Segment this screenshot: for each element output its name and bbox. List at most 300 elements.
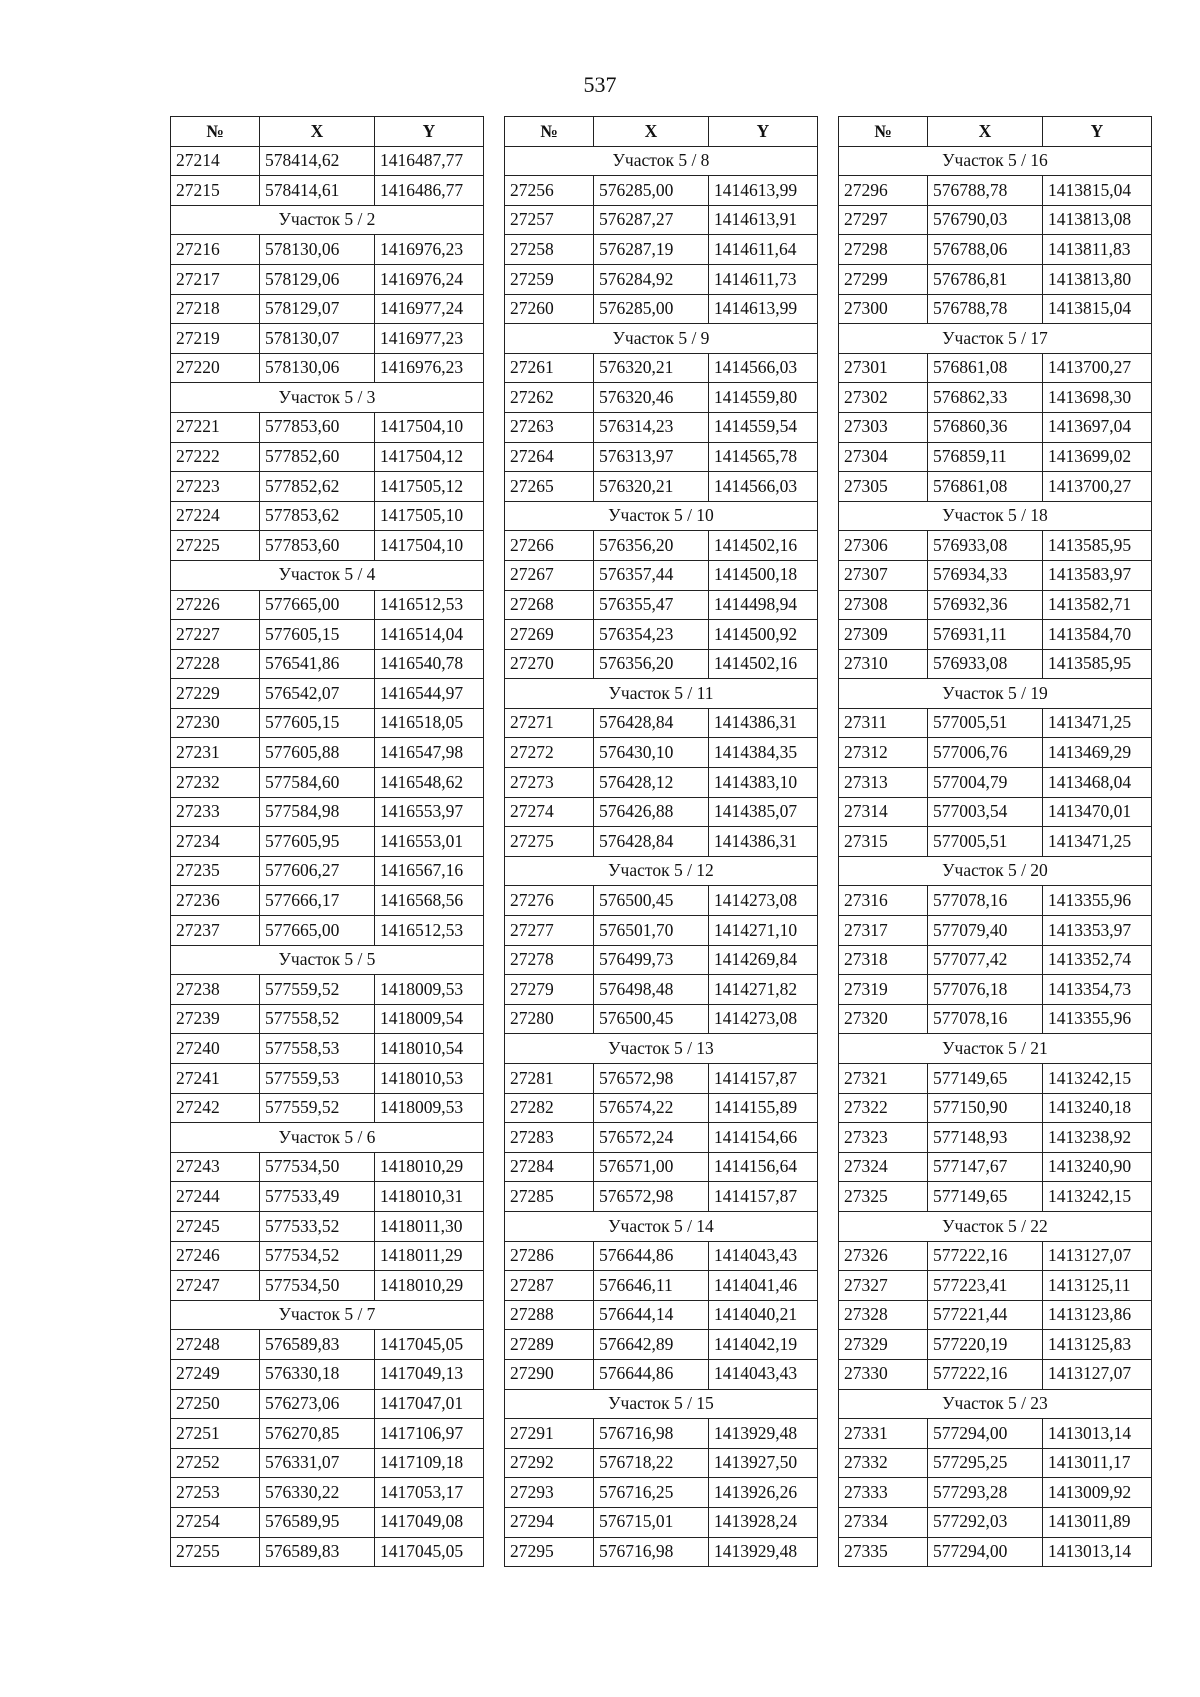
y-coordinate-cell: 1413125,11 [1043,1271,1152,1301]
y-coordinate-cell: 1416976,23 [375,353,484,383]
y-coordinate-cell: 1416512,53 [375,590,484,620]
table-row [839,1359,1152,1389]
column-header-x: X [928,117,1043,147]
y-coordinate-cell: 1417109,18 [375,1448,484,1478]
point-number-cell: 27260 [505,294,594,324]
point-number-cell: 27264 [505,442,594,472]
y-coordinate-cell: 1416487,77 [375,146,484,176]
table-row [171,324,484,354]
point-number-cell: 27284 [505,1152,594,1182]
column-header-x: X [260,117,375,147]
x-coordinate-cell: 577605,88 [260,738,375,768]
table-row [505,1537,818,1567]
x-coordinate-cell: 577606,27 [260,856,375,886]
y-coordinate-cell: 1414273,08 [709,886,818,916]
x-coordinate-cell: 577079,40 [928,916,1043,946]
x-coordinate-cell: 576330,18 [260,1359,375,1389]
table-body [839,146,1152,1567]
section-row [505,146,818,176]
x-coordinate-cell: 576314,23 [594,412,709,442]
y-coordinate-cell: 1413127,07 [1043,1359,1152,1389]
table-row [839,916,1152,946]
table-row [505,1123,818,1153]
section-row [505,1389,818,1419]
point-number-cell: 27253 [171,1478,260,1508]
x-coordinate-cell: 577293,28 [928,1478,1043,1508]
table-row [839,1448,1152,1478]
table-row [839,294,1152,324]
point-number-cell: 27300 [839,294,928,324]
table-row [505,1271,818,1301]
table-row [839,442,1152,472]
x-coordinate-cell: 576500,45 [594,886,709,916]
point-number-cell: 27306 [839,531,928,561]
point-number-cell: 27289 [505,1330,594,1360]
column-header-number: № [839,117,928,147]
x-coordinate-cell: 576287,27 [594,205,709,235]
point-number-cell: 27319 [839,975,928,1005]
table-row [505,294,818,324]
point-number-cell: 27262 [505,383,594,413]
table-row [171,531,484,561]
table-row [171,1330,484,1360]
column-header-x: X [594,117,709,147]
table-row [839,383,1152,413]
y-coordinate-cell: 1416976,24 [375,264,484,294]
section-row [171,945,484,975]
point-number-cell: 27316 [839,886,928,916]
table-row [171,1004,484,1034]
x-coordinate-cell: 576285,00 [594,176,709,206]
table-row [505,1330,818,1360]
x-coordinate-cell: 577149,65 [928,1182,1043,1212]
section-title: Участок 5 / 17 [839,324,1152,354]
y-coordinate-cell: 1418009,54 [375,1004,484,1034]
section-title: Участок 5 / 8 [505,146,818,176]
table-row [505,442,818,472]
x-coordinate-cell: 576861,08 [928,472,1043,502]
table-row [839,1064,1152,1094]
x-coordinate-cell: 576273,06 [260,1389,375,1419]
section-row [505,679,818,709]
point-number-cell: 27283 [505,1123,594,1153]
point-number-cell: 27322 [839,1093,928,1123]
point-number-cell: 27240 [171,1034,260,1064]
x-coordinate-cell: 576356,20 [594,531,709,561]
point-number-cell: 27290 [505,1359,594,1389]
x-coordinate-cell: 576715,01 [594,1507,709,1537]
x-coordinate-cell: 577605,15 [260,620,375,650]
table-row [171,442,484,472]
x-coordinate-cell: 576355,47 [594,590,709,620]
point-number-cell: 27281 [505,1064,594,1094]
point-number-cell: 27248 [171,1330,260,1360]
table-row [171,1152,484,1182]
point-number-cell: 27292 [505,1448,594,1478]
point-number-cell: 27250 [171,1389,260,1419]
x-coordinate-cell: 577294,00 [928,1419,1043,1449]
x-coordinate-cell: 577534,52 [260,1241,375,1271]
point-number-cell: 27311 [839,708,928,738]
x-coordinate-cell: 577852,60 [260,442,375,472]
y-coordinate-cell: 1413009,92 [1043,1478,1152,1508]
table-row [171,886,484,916]
section-row [839,679,1152,709]
y-coordinate-cell: 1413353,97 [1043,916,1152,946]
x-coordinate-cell: 577005,51 [928,708,1043,738]
table-row [505,1093,818,1123]
table-row [171,501,484,531]
x-coordinate-cell: 577584,60 [260,768,375,798]
table-row [839,738,1152,768]
y-coordinate-cell: 1414154,66 [709,1123,818,1153]
y-coordinate-cell: 1416540,78 [375,649,484,679]
x-coordinate-cell: 577584,98 [260,797,375,827]
point-number-cell: 27272 [505,738,594,768]
point-number-cell: 27296 [839,176,928,206]
section-row [839,1034,1152,1064]
column-header-y: Y [375,117,484,147]
section-row [505,1034,818,1064]
y-coordinate-cell: 1414500,92 [709,620,818,650]
x-coordinate-cell: 576790,03 [928,205,1043,235]
column-header-number: № [505,117,594,147]
y-coordinate-cell: 1413815,04 [1043,176,1152,206]
table-row [839,649,1152,679]
point-number-cell: 27256 [505,176,594,206]
section-title: Участок 5 / 18 [839,501,1152,531]
y-coordinate-cell: 1413583,97 [1043,560,1152,590]
x-coordinate-cell: 576589,83 [260,1537,375,1567]
column-header-y: Y [1043,117,1152,147]
y-coordinate-cell: 1417053,17 [375,1478,484,1508]
table-row [171,679,484,709]
y-coordinate-cell: 1413354,73 [1043,975,1152,1005]
point-number-cell: 27233 [171,797,260,827]
table-row [839,1478,1152,1508]
x-coordinate-cell: 576501,70 [594,916,709,946]
y-coordinate-cell: 1416567,16 [375,856,484,886]
x-coordinate-cell: 577853,60 [260,412,375,442]
y-coordinate-cell: 1413240,18 [1043,1093,1152,1123]
y-coordinate-cell: 1413697,04 [1043,412,1152,442]
y-coordinate-cell: 1414613,99 [709,294,818,324]
x-coordinate-cell: 577292,03 [928,1507,1043,1537]
x-coordinate-cell: 576356,20 [594,649,709,679]
y-coordinate-cell: 1413698,30 [1043,383,1152,413]
y-coordinate-cell: 1413584,70 [1043,620,1152,650]
section-row [171,560,484,590]
point-number-cell: 27270 [505,649,594,679]
point-number-cell: 27299 [839,264,928,294]
table-row [839,590,1152,620]
y-coordinate-cell: 1418010,29 [375,1152,484,1182]
y-coordinate-cell: 1417504,10 [375,412,484,442]
x-coordinate-cell: 576931,11 [928,620,1043,650]
y-coordinate-cell: 1414383,10 [709,768,818,798]
table-row [171,797,484,827]
y-coordinate-cell: 1413700,27 [1043,353,1152,383]
y-coordinate-cell: 1416976,23 [375,235,484,265]
x-coordinate-cell: 576313,97 [594,442,709,472]
x-coordinate-cell: 577853,60 [260,531,375,561]
section-title: Участок 5 / 16 [839,146,1152,176]
point-number-cell: 27217 [171,264,260,294]
point-number-cell: 27257 [505,205,594,235]
table-row [505,235,818,265]
y-coordinate-cell: 1413585,95 [1043,649,1152,679]
point-number-cell: 27318 [839,945,928,975]
x-coordinate-cell: 577149,65 [928,1064,1043,1094]
y-coordinate-cell: 1414565,78 [709,442,818,472]
section-row [839,1211,1152,1241]
x-coordinate-cell: 577295,25 [928,1448,1043,1478]
section-title: Участок 5 / 7 [171,1300,484,1330]
y-coordinate-cell: 1413352,74 [1043,945,1152,975]
point-number-cell: 27330 [839,1359,928,1389]
x-coordinate-cell: 576642,89 [594,1330,709,1360]
y-coordinate-cell: 1414566,03 [709,353,818,383]
x-coordinate-cell: 576932,36 [928,590,1043,620]
point-number-cell: 27246 [171,1241,260,1271]
point-number-cell: 27334 [839,1507,928,1537]
page-number: 537 [583,72,617,97]
x-coordinate-cell: 577220,19 [928,1330,1043,1360]
x-coordinate-cell: 576788,78 [928,176,1043,206]
table-row [839,975,1152,1005]
table-row [505,797,818,827]
x-coordinate-cell: 576860,36 [928,412,1043,442]
point-number-cell: 27229 [171,679,260,709]
table-row [839,1004,1152,1034]
x-coordinate-cell: 576933,08 [928,649,1043,679]
point-number-cell: 27235 [171,856,260,886]
point-number-cell: 27244 [171,1182,260,1212]
x-coordinate-cell: 578414,61 [260,176,375,206]
x-coordinate-cell: 576572,98 [594,1064,709,1094]
table-row [505,383,818,413]
point-number-cell: 27271 [505,708,594,738]
y-coordinate-cell: 1414043,43 [709,1359,818,1389]
table-row [839,620,1152,650]
table-row [505,1507,818,1537]
point-number-cell: 27332 [839,1448,928,1478]
point-number-cell: 27243 [171,1152,260,1182]
y-coordinate-cell: 1418009,53 [375,975,484,1005]
y-coordinate-cell: 1414156,64 [709,1152,818,1182]
x-coordinate-cell: 576499,73 [594,945,709,975]
y-coordinate-cell: 1413700,27 [1043,472,1152,502]
y-coordinate-cell: 1417505,12 [375,472,484,502]
table-row [839,1182,1152,1212]
x-coordinate-cell: 577534,50 [260,1152,375,1182]
point-number-cell: 27313 [839,768,928,798]
point-number-cell: 27295 [505,1537,594,1567]
x-coordinate-cell: 577150,90 [928,1093,1043,1123]
column-header-y: Y [709,117,818,147]
y-coordinate-cell: 1414155,89 [709,1093,818,1123]
point-number-cell: 27255 [171,1537,260,1567]
x-coordinate-cell: 576786,81 [928,264,1043,294]
x-coordinate-cell: 577222,16 [928,1241,1043,1271]
y-coordinate-cell: 1413471,25 [1043,827,1152,857]
point-number-cell: 27251 [171,1419,260,1449]
x-coordinate-cell: 577559,52 [260,975,375,1005]
table-row [839,560,1152,590]
x-coordinate-cell: 576541,86 [260,649,375,679]
y-coordinate-cell: 1417505,10 [375,501,484,531]
table-row [171,353,484,383]
table-row [171,1093,484,1123]
y-coordinate-cell: 1413815,04 [1043,294,1152,324]
table-row [505,1182,818,1212]
point-number-cell: 27327 [839,1271,928,1301]
section-row [171,1123,484,1153]
point-number-cell: 27331 [839,1419,928,1449]
y-coordinate-cell: 1417045,05 [375,1537,484,1567]
y-coordinate-cell: 1418010,54 [375,1034,484,1064]
section-row [839,501,1152,531]
point-number-cell: 27279 [505,975,594,1005]
point-number-cell: 27249 [171,1359,260,1389]
point-number-cell: 27224 [171,501,260,531]
point-number-cell: 27333 [839,1478,928,1508]
section-title: Участок 5 / 20 [839,856,1152,886]
table-row [171,856,484,886]
section-title: Участок 5 / 9 [505,324,818,354]
y-coordinate-cell: 1413242,15 [1043,1064,1152,1094]
x-coordinate-cell: 576357,44 [594,560,709,590]
x-coordinate-cell: 577665,00 [260,916,375,946]
table-row [505,176,818,206]
y-coordinate-cell: 1413013,14 [1043,1537,1152,1567]
point-number-cell: 27268 [505,590,594,620]
y-coordinate-cell: 1414269,84 [709,945,818,975]
y-coordinate-cell: 1414271,82 [709,975,818,1005]
table-row [839,531,1152,561]
point-number-cell: 27216 [171,235,260,265]
table-row [839,1241,1152,1271]
point-number-cell: 27307 [839,560,928,590]
x-coordinate-cell: 576571,00 [594,1152,709,1182]
x-coordinate-cell: 576644,14 [594,1300,709,1330]
point-number-cell: 27315 [839,827,928,857]
y-coordinate-cell: 1414042,19 [709,1330,818,1360]
table-row [839,264,1152,294]
point-number-cell: 27241 [171,1064,260,1094]
x-coordinate-cell: 578130,07 [260,324,375,354]
x-coordinate-cell: 576542,07 [260,679,375,709]
coordinates-table [838,116,1152,1567]
point-number-cell: 27304 [839,442,928,472]
table-row [171,1271,484,1301]
point-number-cell: 27242 [171,1093,260,1123]
y-coordinate-cell: 1416547,98 [375,738,484,768]
table-row [171,620,484,650]
y-coordinate-cell: 1414559,54 [709,412,818,442]
point-number-cell: 27328 [839,1300,928,1330]
y-coordinate-cell: 1414502,16 [709,531,818,561]
table-row [505,916,818,946]
table-row [171,294,484,324]
header-row [839,117,1152,147]
x-coordinate-cell: 576287,19 [594,235,709,265]
section-title: Участок 5 / 6 [171,1123,484,1153]
section-row [505,1211,818,1241]
x-coordinate-cell: 576716,25 [594,1478,709,1508]
section-title: Участок 5 / 21 [839,1034,1152,1064]
section-row [171,1300,484,1330]
y-coordinate-cell: 1413240,90 [1043,1152,1152,1182]
point-number-cell: 27238 [171,975,260,1005]
point-number-cell: 27286 [505,1241,594,1271]
table-row [505,827,818,857]
point-number-cell: 27285 [505,1182,594,1212]
point-number-cell: 27247 [171,1271,260,1301]
point-number-cell: 27308 [839,590,928,620]
y-coordinate-cell: 1413699,02 [1043,442,1152,472]
point-number-cell: 27305 [839,472,928,502]
x-coordinate-cell: 576270,85 [260,1419,375,1449]
y-coordinate-cell: 1416553,01 [375,827,484,857]
y-coordinate-cell: 1413238,92 [1043,1123,1152,1153]
section-title: Участок 5 / 3 [171,383,484,413]
point-number-cell: 27278 [505,945,594,975]
point-number-cell: 27258 [505,235,594,265]
y-coordinate-cell: 1418009,53 [375,1093,484,1123]
y-coordinate-cell: 1416486,77 [375,176,484,206]
x-coordinate-cell: 577147,67 [928,1152,1043,1182]
x-coordinate-cell: 576428,12 [594,768,709,798]
x-coordinate-cell: 576285,00 [594,294,709,324]
x-coordinate-cell: 576718,22 [594,1448,709,1478]
table-row [171,827,484,857]
x-coordinate-cell: 576646,11 [594,1271,709,1301]
table-row [839,1300,1152,1330]
x-coordinate-cell: 576320,21 [594,472,709,502]
y-coordinate-cell: 1416553,97 [375,797,484,827]
x-coordinate-cell: 576716,98 [594,1537,709,1567]
point-number-cell: 27222 [171,442,260,472]
x-coordinate-cell: 577605,95 [260,827,375,857]
table-row [505,1004,818,1034]
table-row [171,1211,484,1241]
x-coordinate-cell: 576330,22 [260,1478,375,1508]
point-number-cell: 27276 [505,886,594,916]
section-row [505,856,818,886]
table-row [505,353,818,383]
point-number-cell: 27225 [171,531,260,561]
x-coordinate-cell: 576644,86 [594,1241,709,1271]
point-number-cell: 27218 [171,294,260,324]
y-coordinate-cell: 1414386,31 [709,827,818,857]
y-coordinate-cell: 1416514,04 [375,620,484,650]
section-row [839,1389,1152,1419]
point-number-cell: 27297 [839,205,928,235]
point-number-cell: 27274 [505,797,594,827]
table-row [505,472,818,502]
point-number-cell: 27254 [171,1507,260,1537]
y-coordinate-cell: 1416977,23 [375,324,484,354]
y-coordinate-cell: 1414273,08 [709,1004,818,1034]
point-number-cell: 27273 [505,768,594,798]
x-coordinate-cell: 577076,18 [928,975,1043,1005]
point-number-cell: 27293 [505,1478,594,1508]
table-row [505,1419,818,1449]
y-coordinate-cell: 1413929,48 [709,1537,818,1567]
point-number-cell: 27263 [505,412,594,442]
point-number-cell: 27261 [505,353,594,383]
